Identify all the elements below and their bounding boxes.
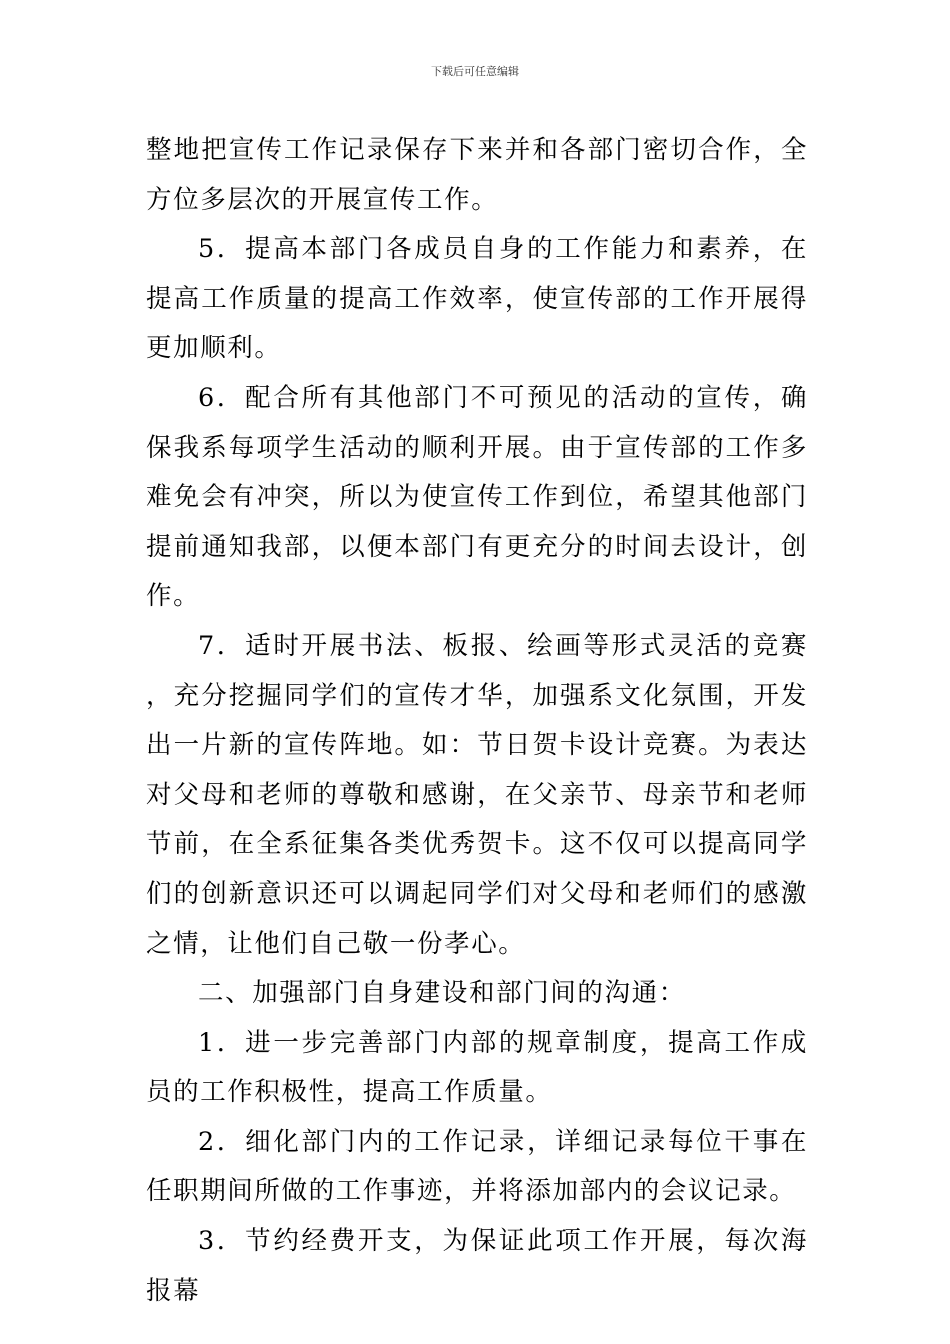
- section-heading-2: 二、加强部门自身建设和部门间的沟通：: [198, 978, 686, 1009]
- page-header-note: 下载后可任意编辑: [431, 65, 519, 78]
- paragraph-item-7: 7．适时开展书法、板报、绘画等形式灵活的竞赛，充分挖掘同学们的宣传才华，加强系文化氛围，开发出一片新的宣传阵地。如：节日贺卡设计竞赛。为表达对父母和老师的尊敬和感谢，在父亲节、母亲节和老师节前，在全系征集各类优秀贺卡。这不仅可以提高同学们的创新意识还可以调起同学们对父母和老师们的感激之情，让他们自己敬一份孝心。: [146, 630, 808, 959]
- paragraph-continuation: 整地把宣传工作记录保存下来并和各部门密切合作，全方位多层次的开展宣传工作。: [146, 135, 808, 215]
- paragraph-item-6: 6．配合所有其他部门不可预见的活动的宣传，确保我系每项学生活动的顺利开展。由于宣传部的工作多难免会有冲突，所以为使宣传工作到位，希望其他部门提前通知我部，以便本部门有更充分的时间去设计，创作。: [146, 382, 808, 612]
- paragraph-item-2: 2．细化部门内的工作记录，详细记录每位干事在任职期间所做的工作事迹，并将添加部内的会议记录。: [146, 1126, 808, 1207]
- paragraph-item-3: 3．节约经费开支，为保证此项工作开展，每次海报幕: [146, 1226, 808, 1306]
- paragraph-item-1: 1．进一步完善部门内部的规章制度，提高工作成员的工作积极性，提高工作质量。: [146, 1027, 808, 1108]
- paragraph-item-5: 5．提高本部门各成员自身的工作能力和素养，在提高工作质量的提高工作效率，使宣传部的工作开展得更加顺利。: [146, 234, 808, 364]
- document-body: [146, 126, 808, 1316]
